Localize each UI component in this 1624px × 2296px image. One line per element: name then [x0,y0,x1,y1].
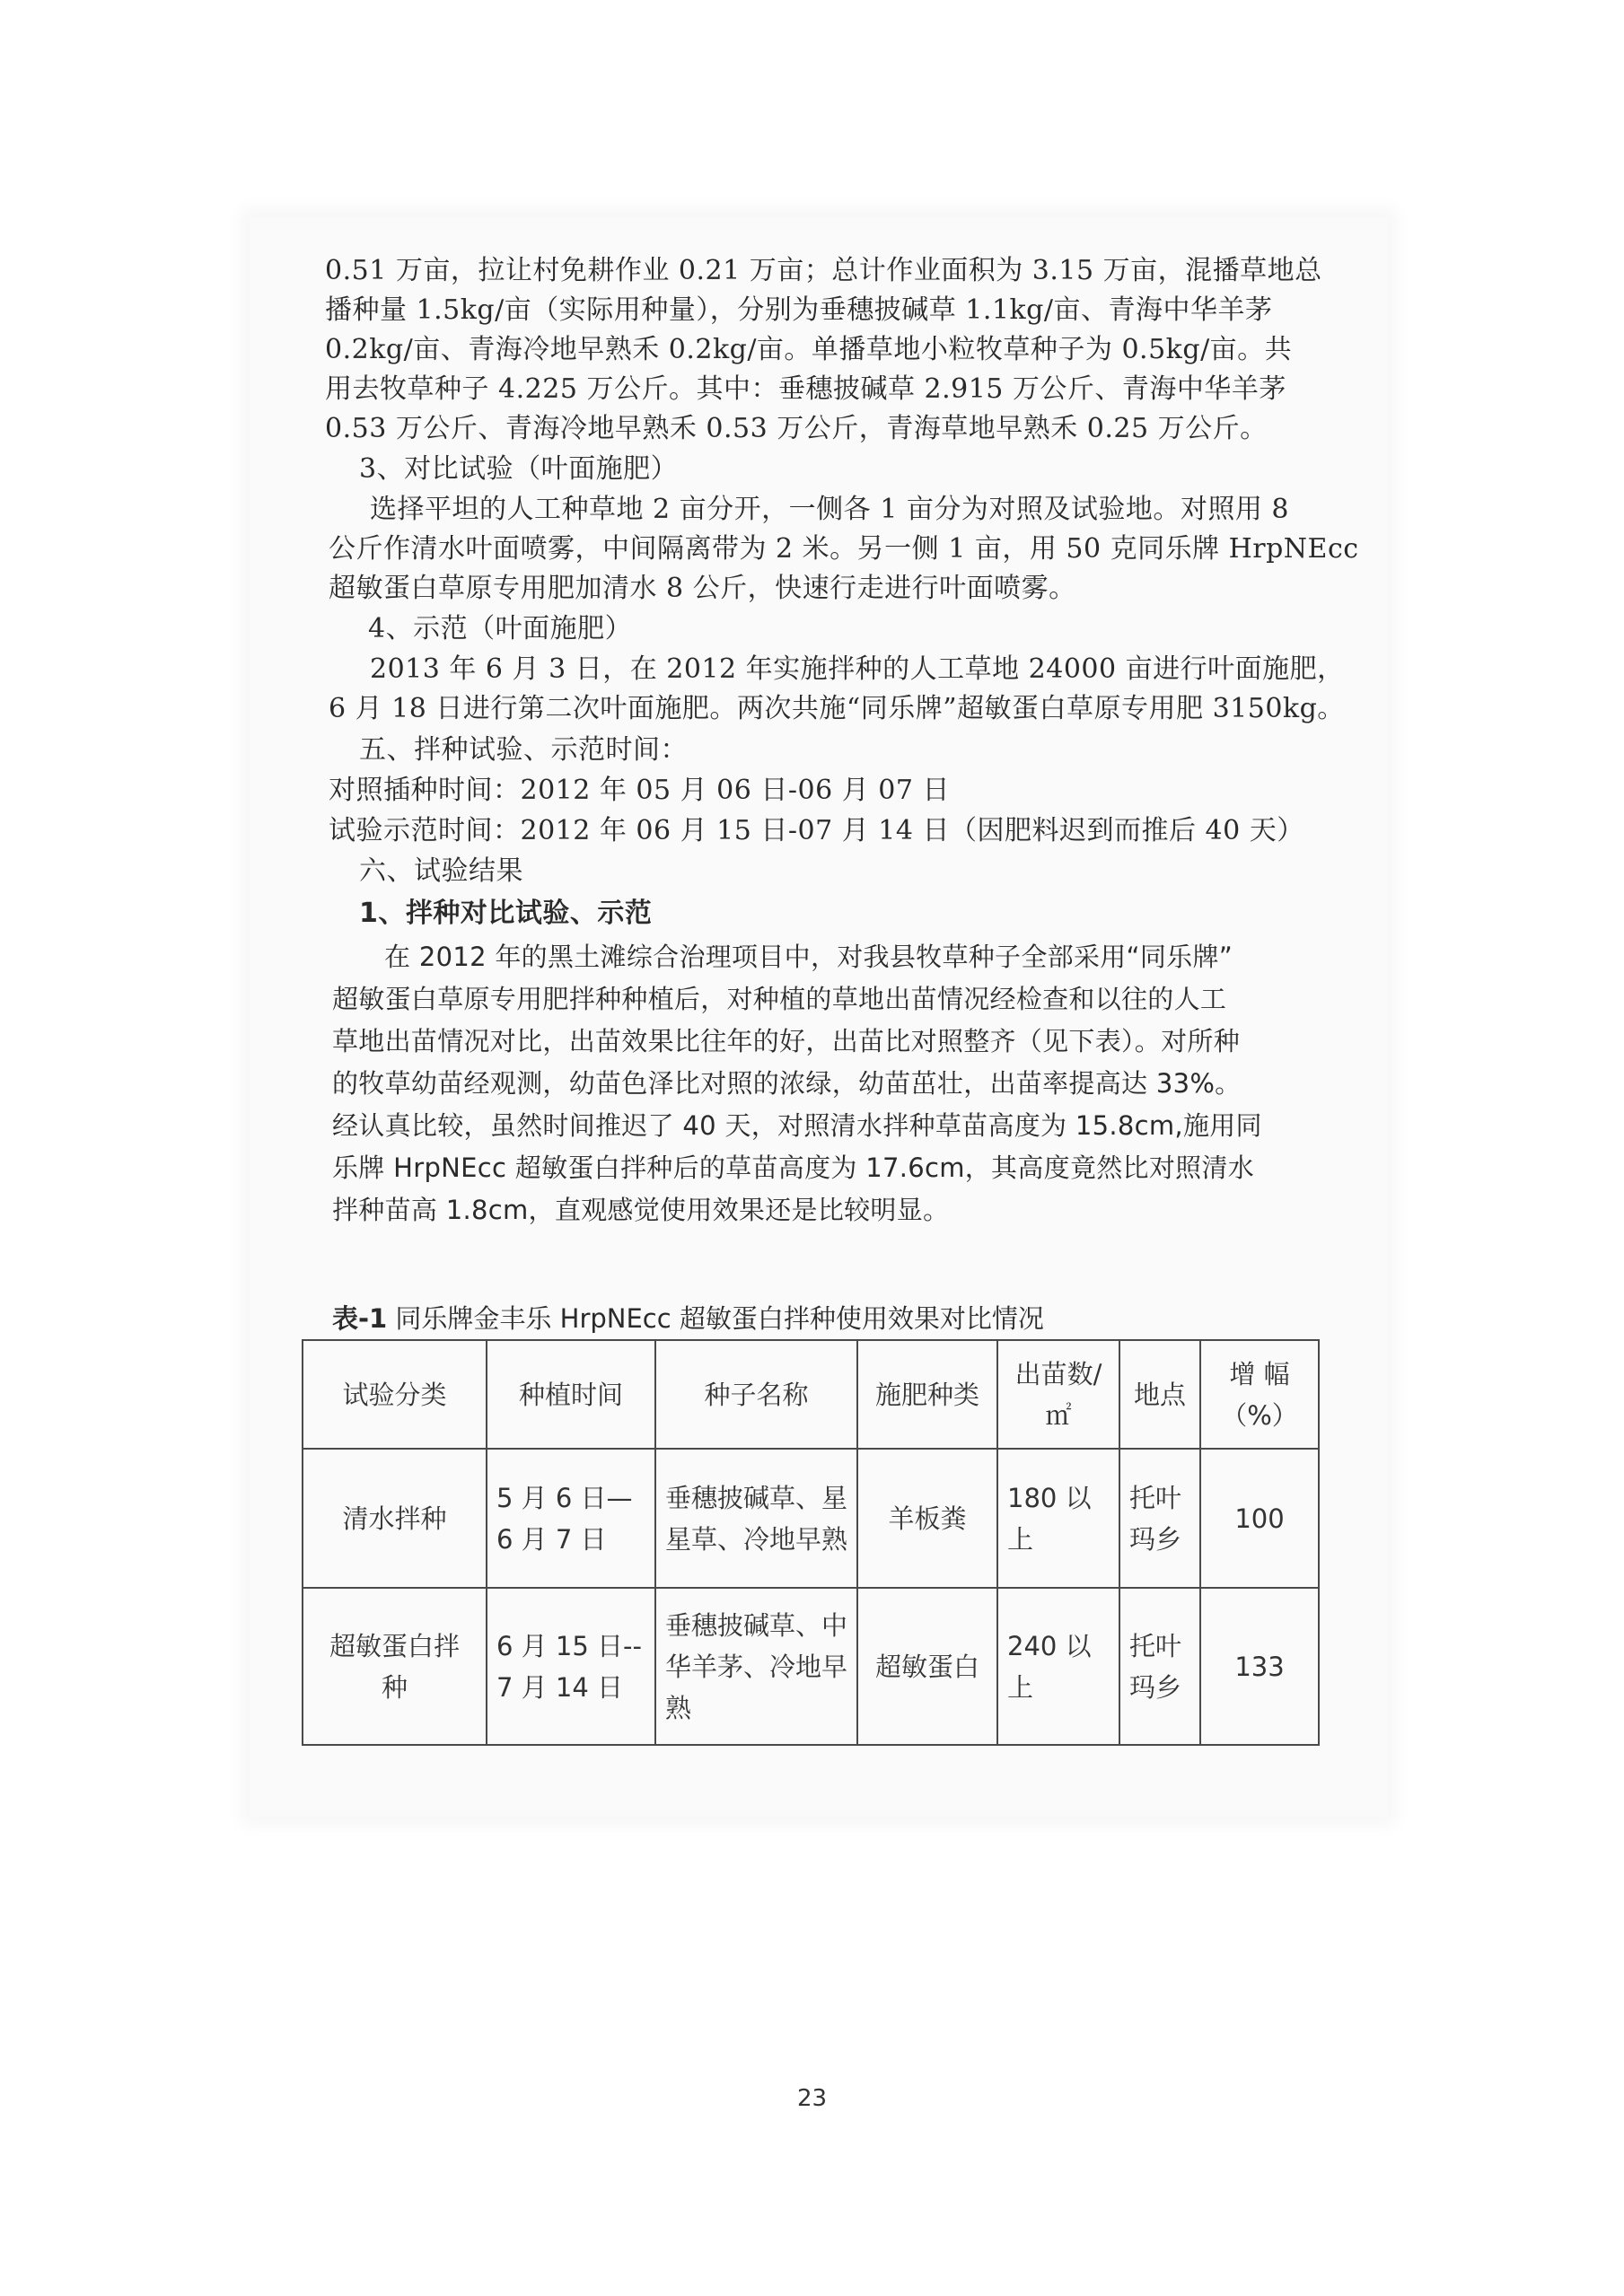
section-heading: 五、拌种试验、示范时间： [359,734,688,766]
body-line: 经认真比较，虽然时间推迟了 40 天，对照清水拌种草苗高度为 15.8cm,施用同 [332,1110,1262,1141]
body-line: 拌种苗高 1.8cm，直观感觉使用效果还是比较明显。 [332,1195,950,1225]
table-cell: 100 [1200,1449,1319,1588]
body-line: 播种量 1.5kg/亩（实际用种量），分别为垂穗披碱草 1.1kg/亩、青海中华羊茅 [325,294,1273,326]
table-cell: 133 [1200,1588,1319,1745]
body-line: 公斤作清水叶面喷雾，中间隔离带为 2 米。另一侧 1 亩，用 50 克同乐牌 HrpNEcc [329,533,1359,565]
table-header-cell: 施肥种类 [857,1340,997,1449]
table-cell: 超敏蛋白拌 种 [303,1588,487,1745]
table-cell: 5 月 6 日—6 月 7 日 [487,1449,655,1588]
table-header-cell: 增 幅（%） [1200,1340,1319,1449]
body-line: 超敏蛋白草原专用肥拌种种植后，对种植的草地出苗情况经检查和以往的人工 [332,984,1227,1014]
body-line: 选择平坦的人工种草地 2 亩分开，一侧各 1 亩分为对照及试验地。对照用 8 [370,494,1289,525]
table-row [303,1449,1319,1588]
table-cell: 超敏蛋白 [857,1588,997,1745]
table-cell: 180 以上 [997,1449,1119,1588]
table-header-cell: 地点 [1119,1340,1200,1449]
section-heading: 4、示范（叶面施肥） [368,613,633,644]
body-line: 用去牧草种子 4.225 万公斤。其中：垂穗披碱草 2.915 万公斤、青海中华羊茅 [325,373,1286,405]
body-line: 草地出苗情况对比，出苗效果比往年的好，出苗比对照整齐（见下表）。对所种 [332,1026,1241,1056]
table-cell: 托叶玛乡 [1119,1588,1200,1745]
body-line: 0.2kg/亩、青海冷地早熟禾 0.2kg/亩。单播草地小粒牧草种子为 0.5kg/亩。共 [325,334,1293,365]
table-cell: 羊板粪 [857,1449,997,1588]
body-line: 6 月 18 日进行第二次叶面施肥。两次共施“同乐牌”超敏蛋白草原专用肥 3150kg。 [329,693,1345,724]
body-line: 乐牌 HrpNEcc 超敏蛋白拌种后的草苗高度为 17.6cm，其高度竟然比对照清水 [332,1152,1255,1183]
table-cell: 垂穗披碱草、星星草、冷地早熟 [655,1449,857,1588]
table-row [303,1588,1319,1745]
body-line: 0.51 万亩，拉让村免耕作业 0.21 万亩；总计作业面积为 3.15 万亩，混播草地总 [325,255,1322,286]
body-line: 在 2012 年的黑土滩综合治理项目中，对我县牧草种子全部采用“同乐牌” [384,942,1233,972]
body-line: 对照插种时间：2012 年 05 月 06 日-06 月 07 日 [329,775,950,806]
table-caption-text: 同乐牌金丰乐 HrpNEcc 超敏蛋白拌种使用效果对比情况 [387,1303,1044,1334]
comparison-table [302,1339,1320,1746]
table-cell: 托叶玛乡 [1119,1449,1200,1588]
table-header-row [303,1340,1319,1449]
section-heading: 六、试验结果 [359,855,523,887]
table-header-cell: 试验分类 [303,1340,487,1449]
table-header-cell: 种子名称 [655,1340,857,1449]
section-heading: 3、对比试验（叶面施肥） [359,453,679,485]
body-line: 2013 年 6 月 3 日，在 2012 年实施拌种的人工草地 24000 亩进行叶面施肥， [370,653,1345,685]
table-caption [332,1301,1044,1336]
table-cell: 清水拌种 [303,1449,487,1588]
page-number: 23 [796,2085,828,2112]
body-line: 试验示范时间：2012 年 06 月 15 日-07 月 14 日（因肥料迟到而推后 40 天） [329,815,1304,846]
table-header-cell: 种植时间 [487,1340,655,1449]
table-cell: 6 月 15 日--7 月 14 日 [487,1588,655,1745]
body-line: 超敏蛋白草原专用肥加清水 8 公斤，快速行走进行叶面喷雾。 [329,573,1076,604]
body-line: 0.53 万公斤、青海冷地早熟禾 0.53 万公斤，青海草地早熟禾 0.25 万公斤。 [325,413,1268,444]
table-cell: 垂穗披碱草、中华羊茅、冷地早熟 [655,1588,857,1745]
subsection-heading: 1、拌种对比试验、示范 [359,898,653,929]
table-cell: 240 以上 [997,1588,1119,1745]
table-header-cell: 出苗数/㎡ [997,1340,1119,1449]
table-caption-label: 表-1 [332,1303,388,1334]
body-line: 的牧草幼苗经观测，幼苗色泽比对照的浓绿，幼苗茁壮，出苗率提高达 33%。 [332,1068,1242,1099]
